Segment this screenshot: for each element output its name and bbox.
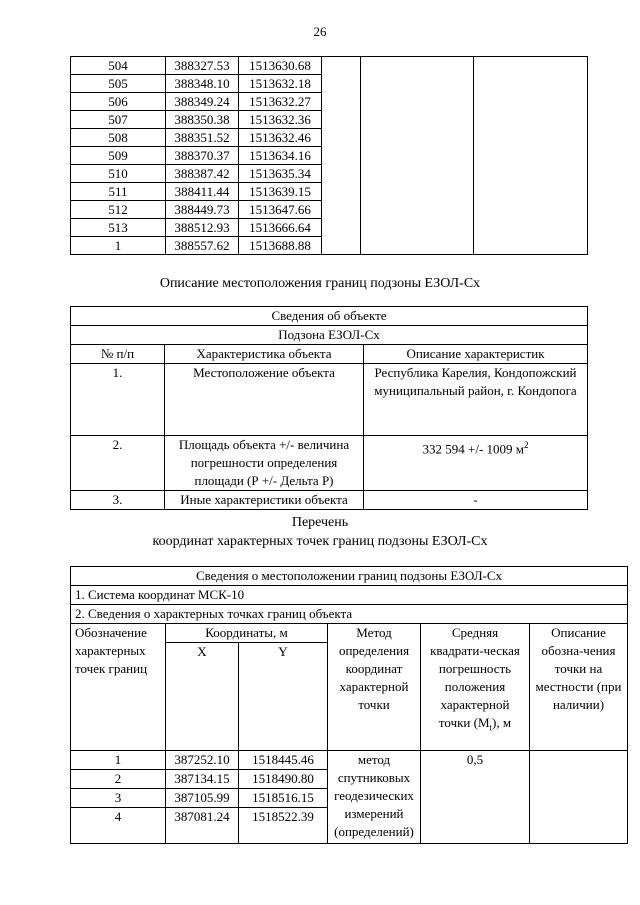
point-x: 388349.24	[166, 93, 239, 111]
object-info-table	[70, 306, 588, 510]
row-characteristic: Иные характеристики объекта	[165, 491, 364, 510]
point-y: 1513634.16	[239, 147, 322, 165]
point-y: 1518522.39	[239, 808, 328, 844]
points-heading-line-1: Перечень	[291, 515, 349, 530]
point-y: 1513666.64	[239, 219, 322, 237]
point-number: 3	[71, 789, 166, 808]
column-header-description: Описание характеристик	[364, 345, 588, 364]
points-table-title: Сведения о местоположении границ подзоны ЕЗОЛ-Сх	[71, 567, 628, 586]
column-header-designation: Обозначение характерных точек границ	[71, 624, 166, 751]
page-number: 26	[313, 24, 327, 39]
area-value: 332 594 +/- 1009 м	[422, 441, 524, 457]
point-y: 1513647.66	[239, 201, 322, 219]
point-number: 509	[71, 147, 166, 165]
point-x: 388350.38	[166, 111, 239, 129]
point-number: 506	[71, 93, 166, 111]
table-row	[71, 364, 588, 436]
error-header-text: Средняя квадрати-ческая погрешность положения характерной точки (M	[430, 625, 520, 730]
point-number: 2	[71, 770, 166, 789]
empty-column-method	[322, 57, 361, 255]
point-y: 1513630.68	[239, 57, 322, 75]
point-y: 1513639.15	[239, 183, 322, 201]
empty-column-marking	[474, 57, 588, 255]
point-x: 388449.73	[166, 201, 239, 219]
point-x: 387252.10	[166, 751, 239, 770]
row-number: 2.	[71, 436, 165, 491]
column-header-x: X	[166, 643, 239, 751]
point-x: 388351.52	[166, 129, 239, 147]
coordinate-system-line: 1. Система координат МСК-10	[71, 586, 628, 605]
point-number: 508	[71, 129, 166, 147]
error-value: 0,5	[421, 751, 530, 844]
point-x: 388411.44	[166, 183, 239, 201]
column-header-y: Y	[239, 643, 328, 751]
table-row	[71, 436, 588, 491]
point-x: 388370.37	[166, 147, 239, 165]
point-x: 388557.62	[166, 237, 239, 255]
error-header-subscript: t	[489, 722, 493, 733]
row-characteristic: Местоположение объекта	[165, 364, 364, 436]
object-info-title: Сведения об объекте	[71, 307, 588, 326]
points-heading-line-2: координат характерных точек границ подзоны ЕЗОЛ-Сх	[152, 534, 488, 549]
point-x: 388387.42	[166, 165, 239, 183]
error-header-tail: ), м	[492, 715, 512, 730]
point-number: 1	[71, 237, 166, 255]
table-row	[71, 57, 588, 75]
point-y: 1518516.15	[239, 789, 328, 808]
empty-column-error	[361, 57, 474, 255]
row-description: -	[364, 491, 588, 510]
point-y: 1513632.46	[239, 129, 322, 147]
point-x: 387105.99	[166, 789, 239, 808]
column-header-coordinates: Координаты, м	[166, 624, 328, 643]
column-header-error	[421, 624, 530, 751]
point-number: 507	[71, 111, 166, 129]
column-header-characteristic: Характеристика объекта	[165, 345, 364, 364]
boundary-points-table	[70, 566, 628, 844]
table-row	[71, 751, 628, 770]
points-list-heading	[0, 513, 640, 551]
row-description: Республика Карелия, Кондопожский муниципальный район, г. Кондопога	[364, 364, 588, 436]
point-number: 512	[71, 201, 166, 219]
row-number: 1.	[71, 364, 165, 436]
point-number: 510	[71, 165, 166, 183]
location-description-heading: Описание местоположения границ подзоны ЕЗОЛ-Сх	[159, 276, 481, 291]
point-x: 387081.24	[166, 808, 239, 844]
marking-value	[530, 751, 628, 844]
point-y: 1513632.27	[239, 93, 322, 111]
object-info-subtitle: Подзона ЕЗОЛ-Сх	[71, 326, 588, 345]
area-unit-superscript: 2	[524, 440, 529, 450]
points-info-line: 2. Сведения о характерных точках границ объекта	[71, 605, 628, 624]
row-number: 3.	[71, 491, 165, 510]
point-x: 388512.93	[166, 219, 239, 237]
point-y: 1513632.36	[239, 111, 322, 129]
point-x: 388327.53	[166, 57, 239, 75]
row-description	[364, 436, 588, 491]
column-header-number: № п/п	[71, 345, 165, 364]
row-characteristic: Площадь объекта +/- величина погрешности определения площади (Р +/- Дельта Р)	[165, 436, 364, 491]
point-number: 4	[71, 808, 166, 844]
point-y: 1518490.80	[239, 770, 328, 789]
point-x: 387134.15	[166, 770, 239, 789]
coordinates-continuation-table	[70, 56, 588, 255]
column-header-method: Метод определения координат характерной точки	[328, 624, 421, 751]
table-row	[71, 491, 588, 510]
point-y: 1513632.18	[239, 75, 322, 93]
point-x: 388348.10	[166, 75, 239, 93]
point-y: 1513635.34	[239, 165, 322, 183]
point-number: 513	[71, 219, 166, 237]
point-number: 511	[71, 183, 166, 201]
point-number: 504	[71, 57, 166, 75]
point-y: 1513688.88	[239, 237, 322, 255]
point-number: 1	[71, 751, 166, 770]
column-header-marking: Описание обозна-чения точки на местности (при наличии)	[530, 624, 628, 751]
method-value: метод спутниковых геодезических измерений (определений)	[328, 751, 421, 844]
point-y: 1518445.46	[239, 751, 328, 770]
point-number: 505	[71, 75, 166, 93]
